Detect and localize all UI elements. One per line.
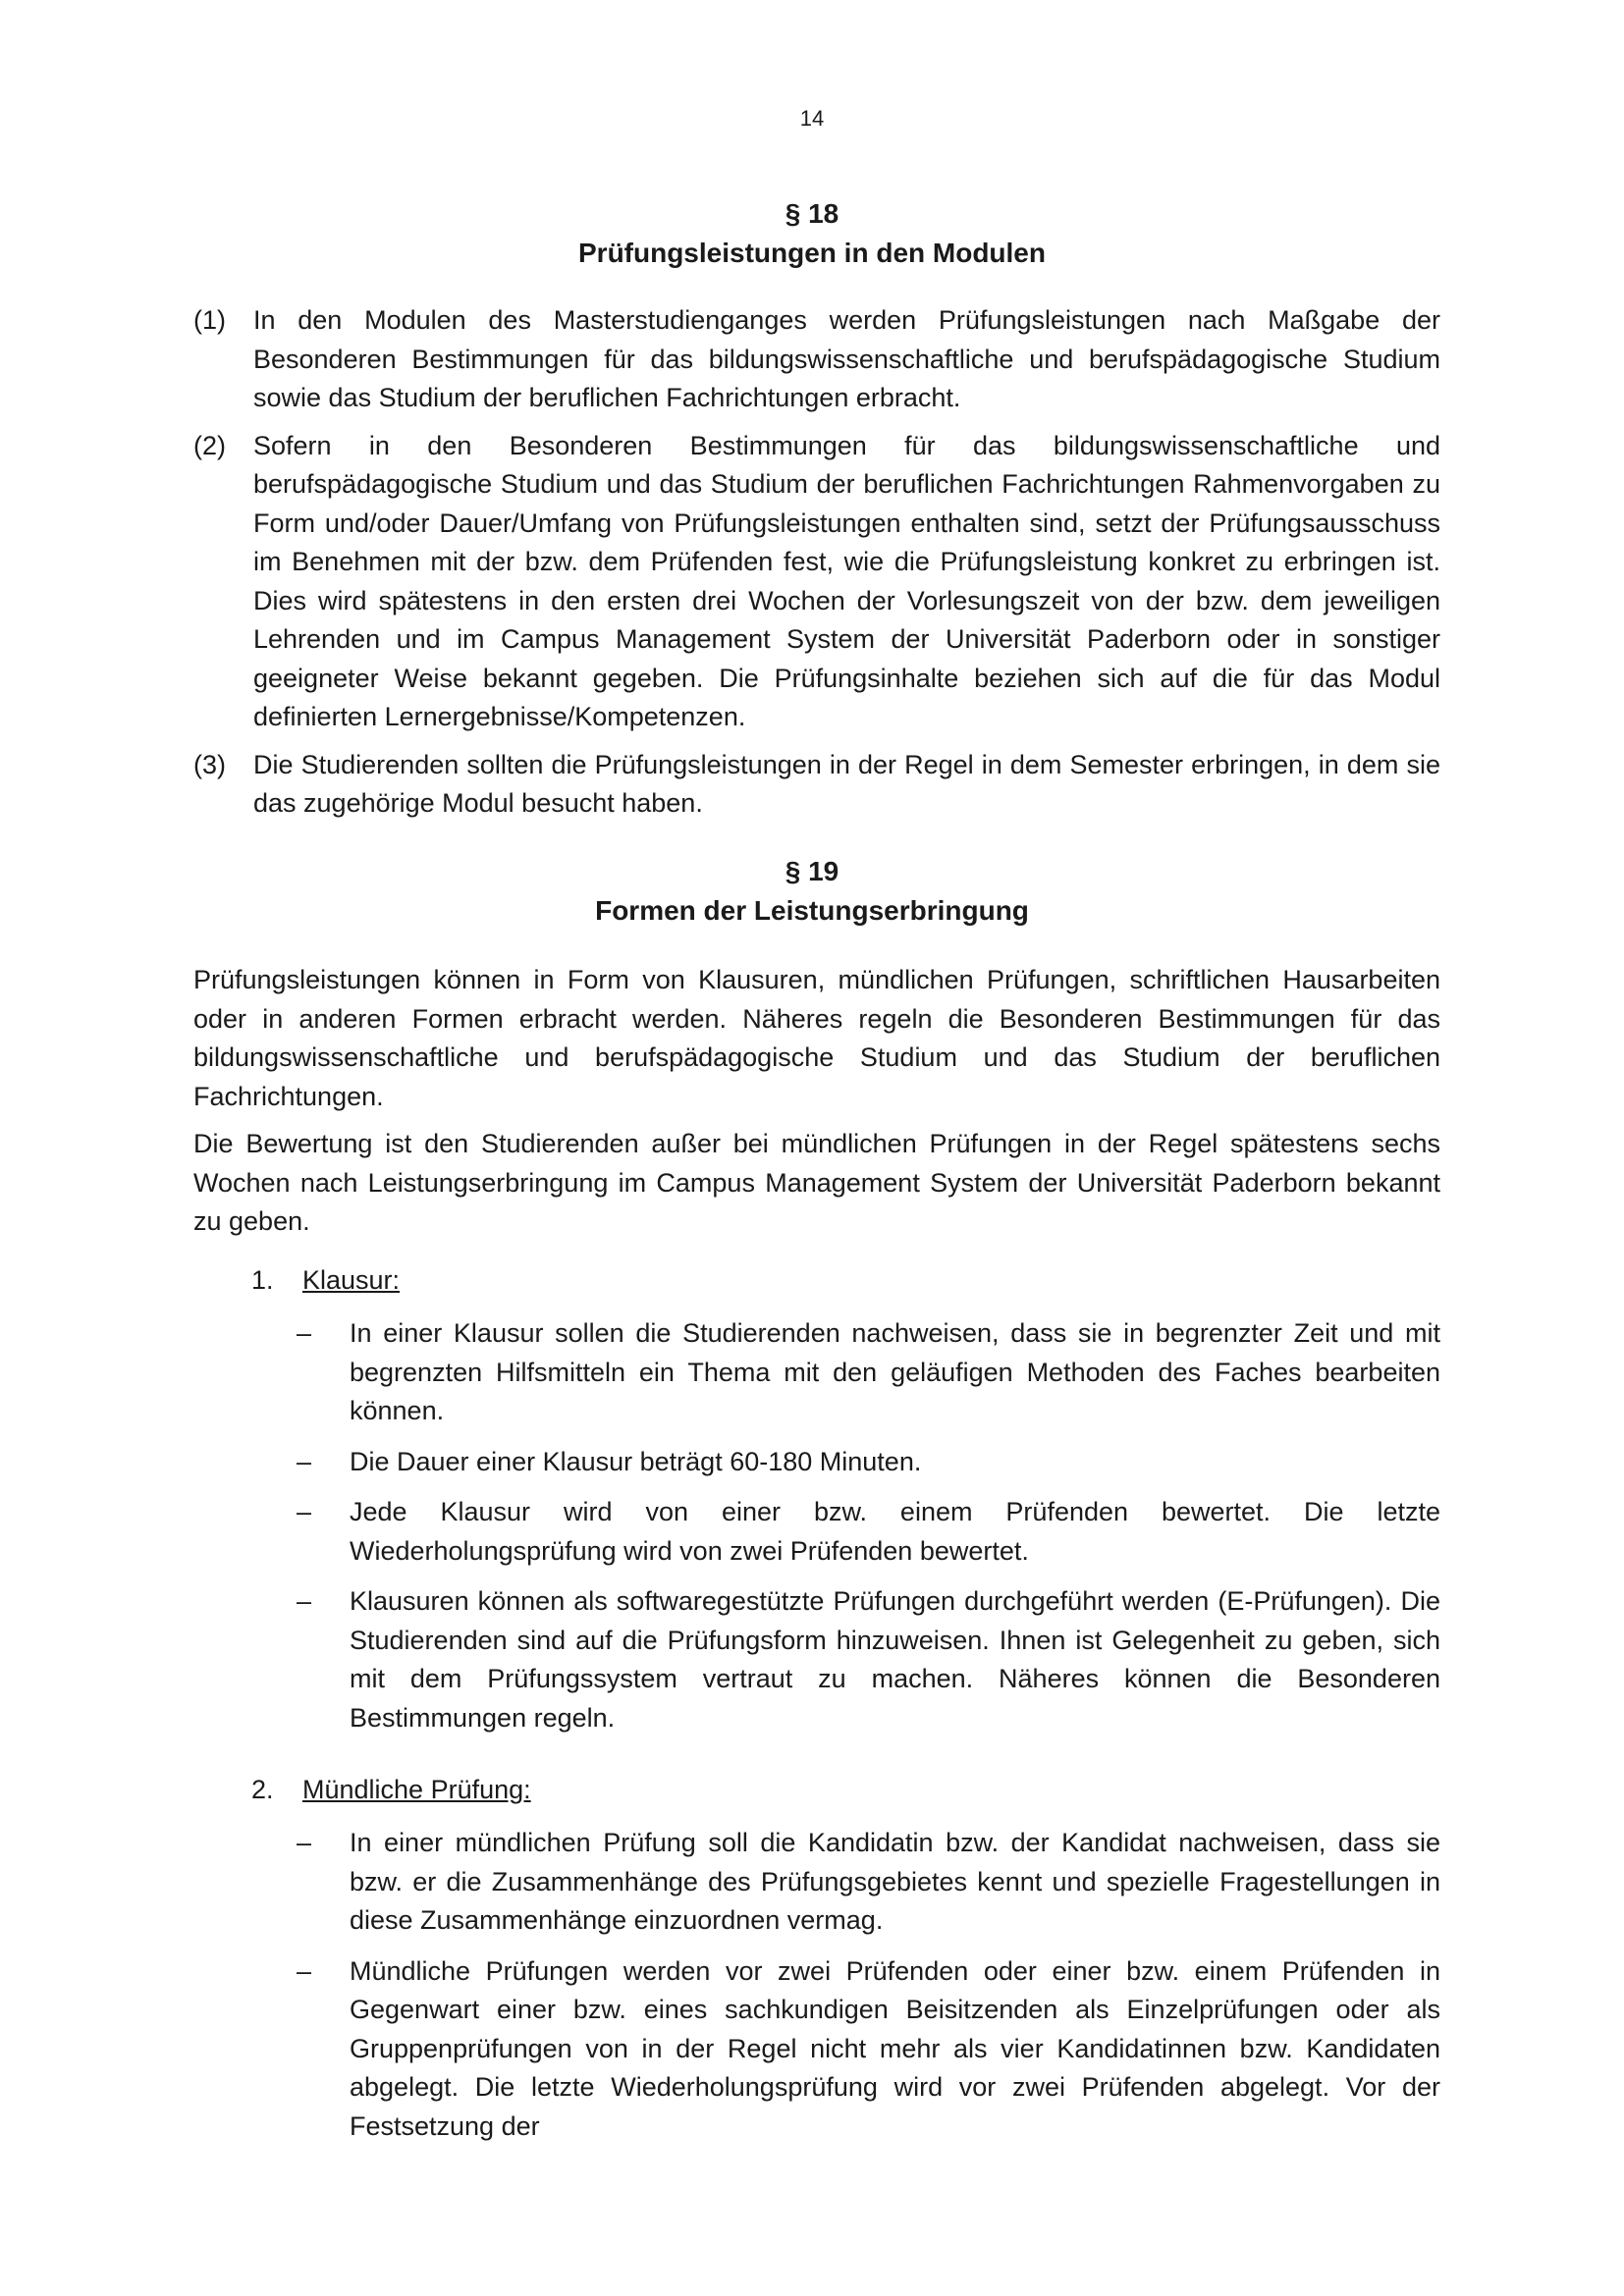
dash-bullet: – [297, 1586, 312, 1616]
paragraph-2-text: Sofern in den Besonderen Bestimmungen für das bildungswissenschaftliche und berufspädagogische Studium und das Studium der beruflichen Fachrichtungen Rahmenvorgaben zu Form und/oder Dauer/Umfang von Prüfungsleistungen enthalten sind, setzt der Prüfungsausschuss im Benehmen mit der bzw. dem Prüfenden fest, wie die Prüfungsleistung konkret zu erbringen ist. Dies wird spätestens in den ersten drei Wochen der Vorlesungszeit von der bzw. dem jeweiligen Lehrenden und im Campus Management System der Universität Paderborn oder in sonstiger geeigneter Weise bekannt gegeben. Die Prüfungsinhalte beziehen sich auf die für das Modul definierten Lernergebnisse/Kompetenzen. [253, 430, 1440, 731]
paragraph-3-text: Die Studierenden sollten die Prüfungsleistungen in der Regel in dem Semester erbringen, in dem sie das zugehörige Modul besucht haben. [253, 749, 1440, 818]
list-item-1-number: 1. [251, 1265, 274, 1295]
paragraph-2-number: (2) [193, 430, 226, 460]
section-19-title: Formen der Leistungserbringung [595, 895, 1029, 926]
section-19-symbol: § 19 [785, 856, 839, 886]
list-item-muendliche-title [251, 1771, 531, 1810]
muendliche-point-2: Mündliche Prüfungen werden vor zwei Prüfenden oder einer bzw. einem Prüfenden in Gegenwart einer bzw. eines sachkundigen Beisitzenden als Einzelprüfungen oder als Gruppenprüfungen von in der Regel nicht mehr als vier Kandidatinnen bzw. Kandidaten abgelegt. Die letzte Wiederholungsprüfung wird vor zwei Prüfenden abgelegt. Vor der Festsetzung der [350, 1955, 1440, 2141]
paragraph-2 [193, 427, 1440, 737]
klausur-point-2: Die Dauer einer Klausur beträgt 60-180 Minuten. [350, 1446, 922, 1476]
list-item-2-number: 2. [251, 1775, 274, 1804]
intro-paragraph-2: Die Bewertung ist den Studierenden außer bei mündlichen Prüfungen in der Regel spätestens sechs Wochen nach Leistungserbringung im Campus Management System der Universität Paderborn bekannt zu geben. [193, 1129, 1440, 1236]
section-19-heading [193, 852, 1431, 931]
dash-bullet: – [297, 1318, 312, 1348]
list-item [297, 1952, 1440, 2147]
paragraph-1-number: (1) [193, 305, 226, 335]
dash-bullet: – [297, 1828, 312, 1857]
klausur-point-1: In einer Klausur sollen die Studierenden nachweisen, dass sie in begrenzter Zeit und mit begrenzten Hilfsmitteln ein Thema mit den geläufigen Methoden des Faches bearbeiten können. [350, 1318, 1440, 1425]
paragraph-3-number: (3) [193, 749, 226, 779]
klausur-point-4: Klausuren können als softwaregestützte Prüfungen durchgeführt werden (E-Prüfungen). Die Studierenden sind auf die Prüfungsform hinzuweisen. Ihnen ist Gelegenheit zu geben, sich mit dem Prüfungssystem vertraut zu machen. Näheres können die Besonderen Bestimmungen regeln. [350, 1586, 1440, 1733]
dash-bullet: – [297, 1446, 312, 1476]
paragraph-1-text: In den Modulen des Masterstudienganges werden Prüfungsleistungen nach Maßgabe der Besonderen Bestimmungen für das bildungswissenschaftliche und berufspädagogische Studium sowie das Studium der beruflichen Fachrichtungen erbracht. [253, 305, 1440, 412]
dash-bullet: – [297, 1955, 312, 1986]
paragraph-3 [193, 746, 1440, 824]
section-18-symbol: § 18 [785, 198, 839, 229]
section-18-heading [193, 194, 1431, 273]
section-18-body [193, 301, 1440, 824]
muendliche-points [297, 1824, 1440, 2158]
muendliche-point-1: In einer mündlichen Prüfung soll die Kandidatin bzw. der Kandidat nachweisen, dass sie bzw. er die Zusammenhänge des Prüfungsgebietes kennt und spezielle Fragestellungen in diese Zusammenhänge einzuordnen vermag. [350, 1828, 1440, 1935]
list-item-1-label: Klausur: [302, 1265, 401, 1295]
section-18-title: Prüfungsleistungen in den Modulen [578, 238, 1046, 268]
klausur-points [297, 1314, 1440, 1749]
page-number: 14 [799, 106, 825, 131]
list-item-2-label: Mündliche Prüfung: [302, 1775, 531, 1804]
list-item [297, 1314, 1440, 1431]
klausur-point-3: Jede Klausur wird von einer bzw. einem Prüfenden bewertet. Die letzte Wiederholungsprüfung wird von zwei Prüfenden bewertet. [350, 1497, 1440, 1566]
section-19-intro [193, 961, 1440, 1242]
list-item [297, 1824, 1440, 1941]
paragraph-1 [193, 301, 1440, 418]
dash-bullet: – [297, 1497, 312, 1526]
list-item-klausur-title [251, 1261, 400, 1301]
intro-paragraph-1: Prüfungsleistungen können in Form von Klausuren, mündlichen Prüfungen, schriftlichen Hausarbeiten oder in anderen Formen erbracht werden. Näheres regeln die Besonderen Bestimmungen für das bildungswissenschaftliche und berufspädagogische Studium und das Studium der beruflichen Fachrichtungen. [193, 965, 1440, 1111]
list-item [297, 1443, 1440, 1482]
list-item [297, 1493, 1440, 1571]
list-item [297, 1582, 1440, 1737]
